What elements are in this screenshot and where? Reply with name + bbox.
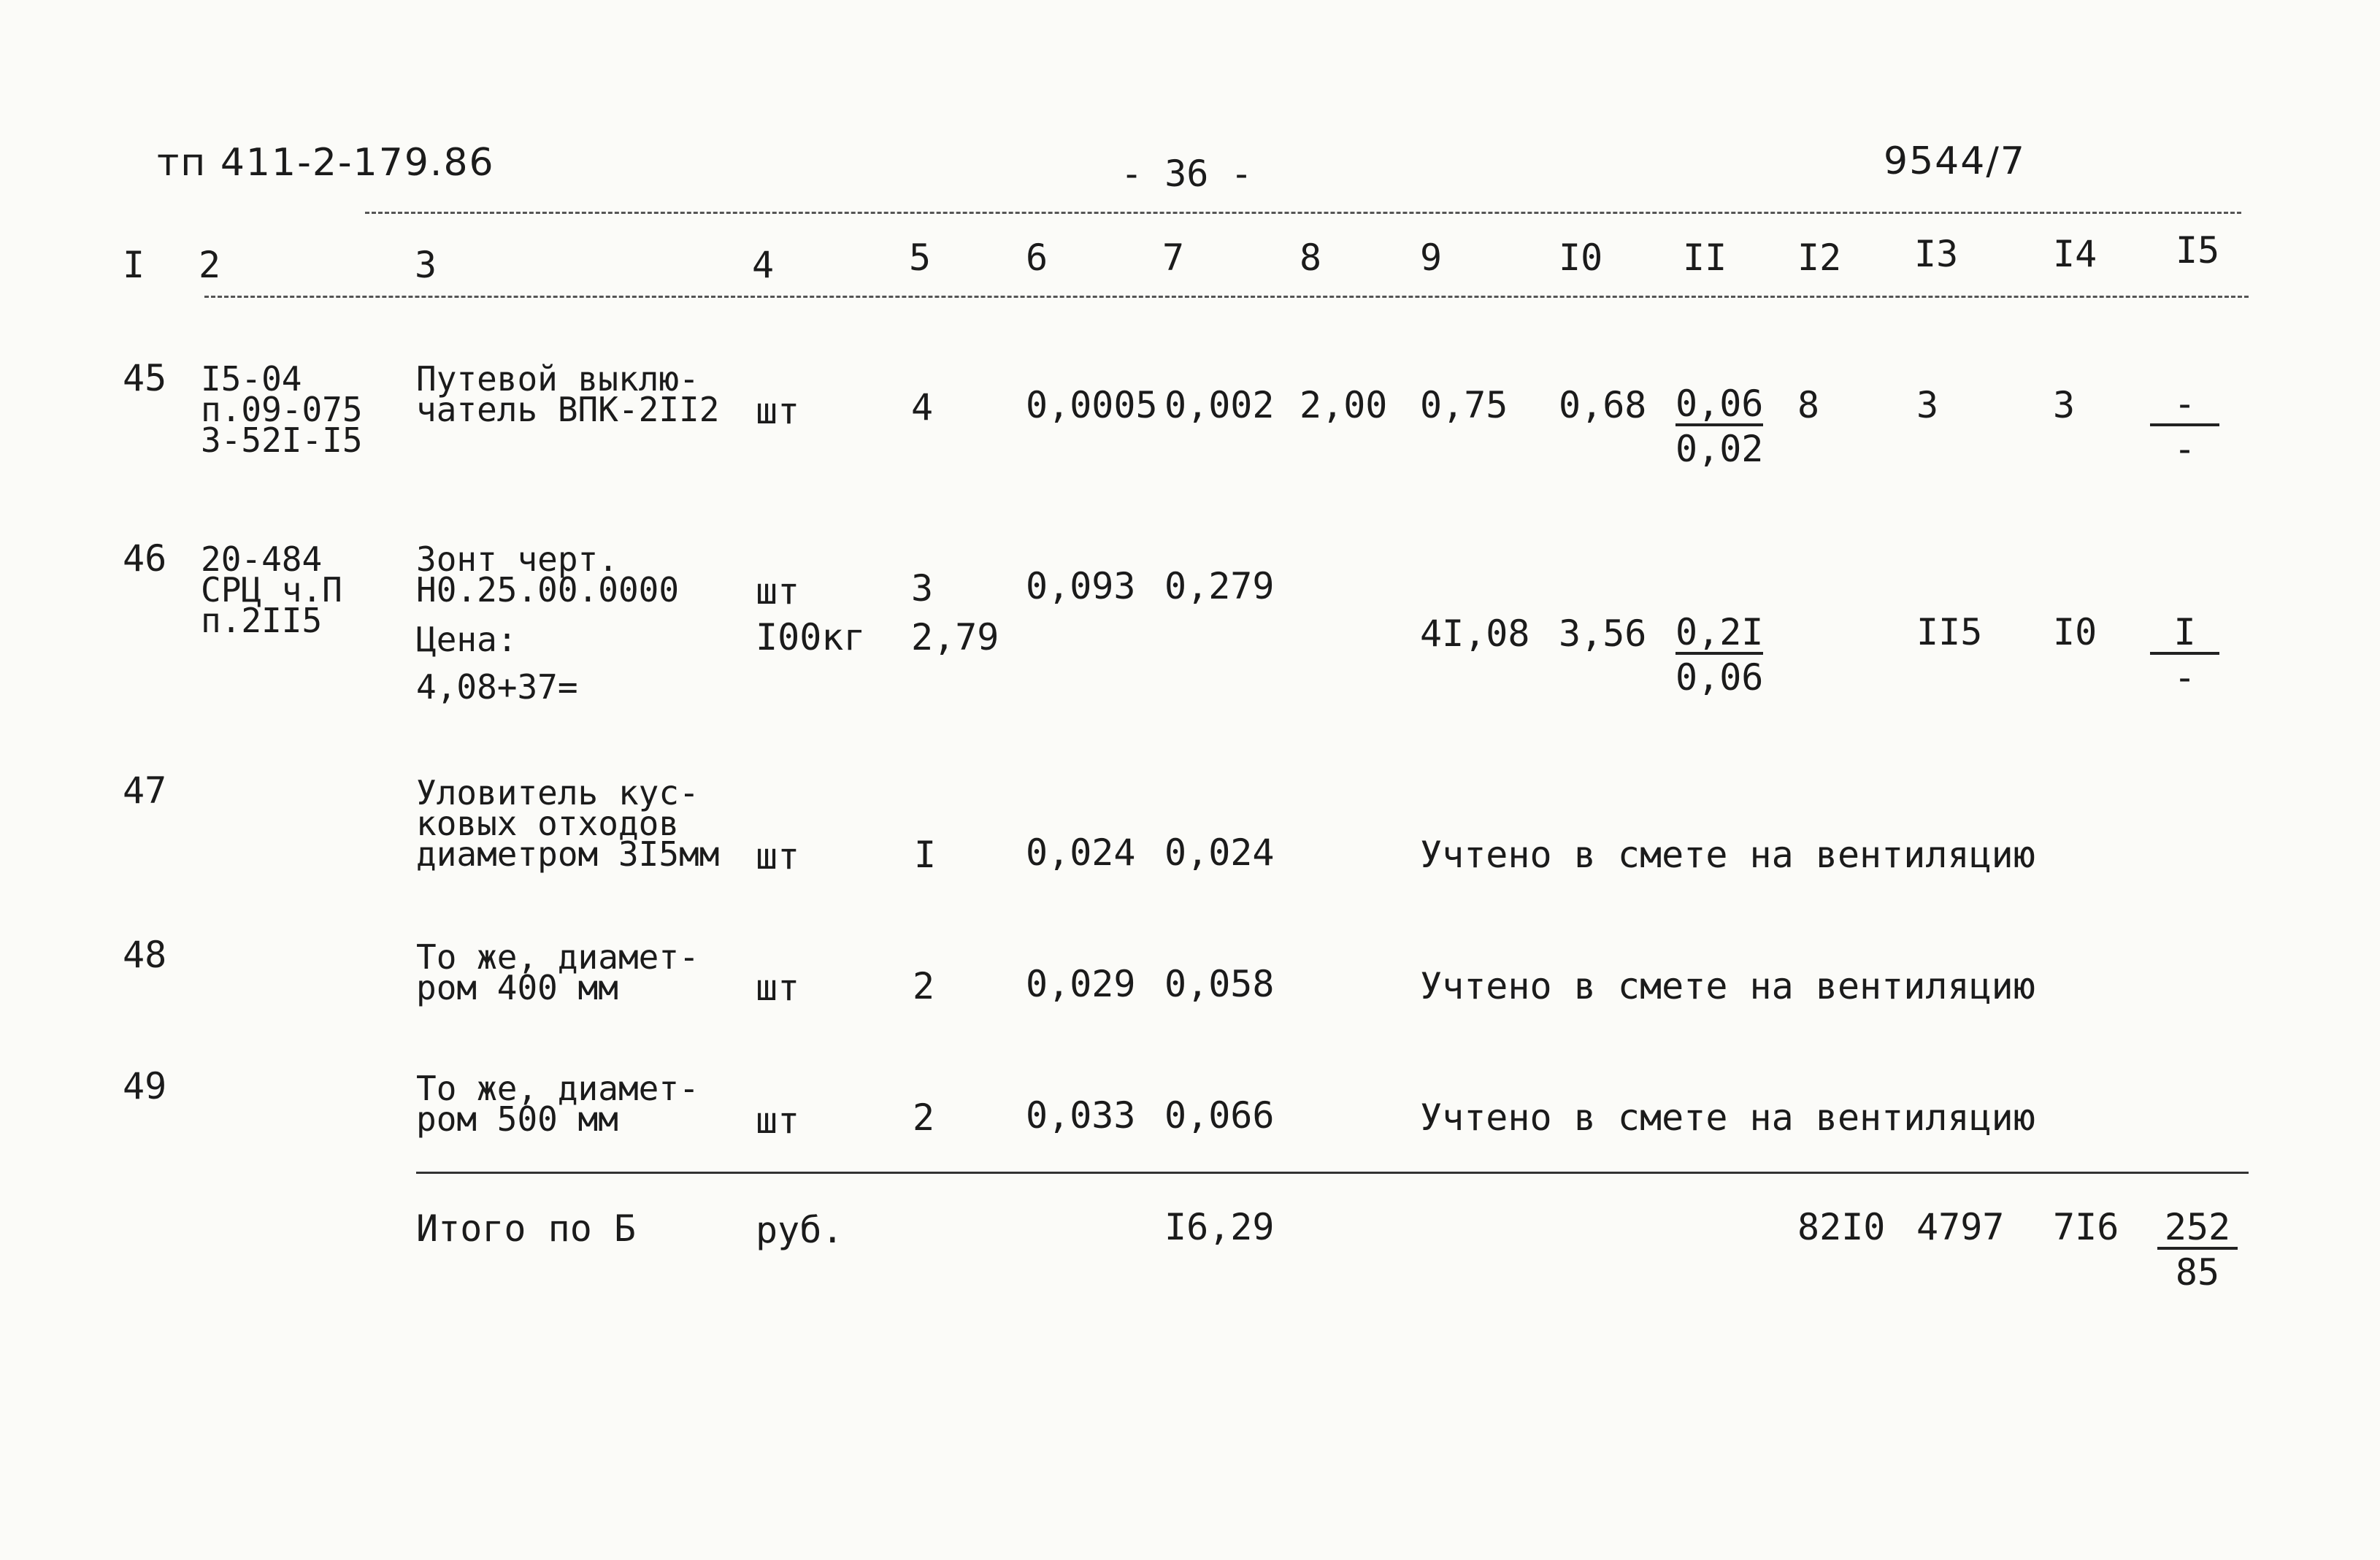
- col13-value: 3: [1916, 384, 1939, 426]
- column-header: I: [123, 244, 145, 286]
- item-name-line: Зонт черт.: [416, 539, 618, 579]
- col6-value: 0,029: [1026, 963, 1136, 1005]
- column-header: 9: [1420, 237, 1443, 279]
- col9-value: 4I,08: [1420, 612, 1530, 655]
- header-bottom-rule: [204, 296, 2249, 298]
- total-col15-fraction: [2157, 1206, 2238, 1294]
- row-number: 46: [123, 537, 167, 580]
- column-header: I0: [1559, 237, 1603, 279]
- denominator: -: [2173, 428, 2196, 470]
- item-name-line: То же, диамет-: [416, 937, 699, 977]
- unit-secondary: I00кг: [756, 616, 866, 658]
- row-number: 47: [123, 769, 167, 812]
- row-note: Учтено в смете на вентиляцию: [1420, 834, 2035, 876]
- quantity: 2: [913, 1096, 935, 1139]
- numerator: -: [2150, 387, 2219, 426]
- denominator: 0,06: [1675, 656, 1764, 699]
- item-name-line: Н0.25.00.0000: [416, 570, 680, 610]
- norm-code-line: 20-484: [201, 539, 323, 579]
- item-name-line: Путевой выклю-: [416, 359, 699, 399]
- quantity-secondary: 2,79: [911, 616, 999, 658]
- page-number: - 36 -: [1121, 153, 1253, 195]
- col9-value: 0,75: [1420, 384, 1508, 426]
- quantity: 4: [911, 386, 934, 429]
- numerator: 0,06: [1675, 383, 1764, 425]
- quantity: 3: [911, 567, 934, 610]
- price-label: Цена:: [416, 620, 518, 659]
- total-col7: I6,29: [1164, 1206, 1275, 1248]
- total-separator-rule: [416, 1172, 2249, 1174]
- item-name-line: Уловитель кус-: [416, 773, 699, 812]
- item-name-line: диаметром 3I5мм: [416, 834, 720, 874]
- column-header: I3: [1914, 233, 1959, 275]
- col6-value: 0,024: [1026, 831, 1136, 874]
- row-number: 49: [123, 1065, 167, 1107]
- row-number: 48: [123, 934, 167, 976]
- col6-value: 0,093: [1026, 565, 1136, 607]
- numerator: 0,2I: [1675, 611, 1764, 653]
- total-col13: 4797: [1916, 1206, 2005, 1248]
- norm-code-line: СРЦ ч.П: [201, 570, 342, 610]
- total-col14: 7I6: [2053, 1206, 2119, 1248]
- total-col12: 82I0: [1797, 1206, 1886, 1248]
- column-header: 6: [1026, 237, 1048, 279]
- row-number: 45: [123, 357, 167, 399]
- row-note: Учтено в смете на вентиляцию: [1420, 1096, 2035, 1139]
- column-header: 5: [909, 237, 932, 279]
- column-header: I5: [2176, 229, 2220, 272]
- item-name-line: ром 500 мм: [416, 1099, 618, 1139]
- norm-code-line: п.2II5: [201, 601, 323, 640]
- total-label: Итого по Б: [416, 1207, 637, 1250]
- numerator: 252: [2157, 1210, 2238, 1250]
- column-header: II: [1683, 237, 1727, 279]
- norm-code-line: п.09-075: [201, 390, 363, 429]
- column-header: 4: [752, 244, 775, 286]
- document-code: тп 411-2-179.86: [157, 141, 495, 185]
- column-header: 8: [1300, 237, 1322, 279]
- numerator: I: [2150, 615, 2219, 655]
- col14-value: I0: [2053, 611, 2097, 653]
- inventory-number: 9544/7: [1884, 139, 2026, 183]
- unit: шт: [756, 390, 800, 432]
- col7-value: 0,002: [1164, 384, 1275, 426]
- item-name-line: ром 400 мм: [416, 968, 618, 1007]
- column-header: 3: [415, 244, 437, 286]
- column-header: I4: [2053, 233, 2097, 275]
- col6-value: 0,033: [1026, 1094, 1136, 1137]
- total-unit: руб.: [756, 1209, 844, 1251]
- item-name-line: ковых отходов: [416, 804, 680, 843]
- col7-value: 0,058: [1164, 963, 1275, 1005]
- col15-fraction: [2150, 383, 2219, 470]
- row-note: Учтено в смете на вентиляцию: [1420, 965, 2035, 1007]
- denominator: 0,02: [1675, 428, 1764, 470]
- col7-value: 0,279: [1164, 565, 1275, 607]
- unit: шт: [756, 1099, 800, 1142]
- col8-value: 2,00: [1300, 384, 1388, 426]
- col12-value: 8: [1797, 384, 1820, 426]
- quantity: I: [914, 834, 937, 876]
- header-top-rule: [365, 212, 2241, 214]
- col14-value: 3: [2053, 384, 2076, 426]
- column-header: 2: [199, 244, 221, 286]
- denominator: 85: [2175, 1251, 2220, 1294]
- col10-value: 0,68: [1559, 384, 1647, 426]
- denominator: -: [2173, 656, 2196, 699]
- norm-code-line: 3-52I-I5: [201, 420, 363, 460]
- col7-value: 0,024: [1164, 831, 1275, 874]
- col13-value: II5: [1916, 611, 1983, 653]
- col15-fraction: [2150, 611, 2219, 699]
- item-name-line: чатель ВПК-2II2: [416, 390, 720, 429]
- item-name-line: То же, диамет-: [416, 1069, 699, 1108]
- col7-value: 0,066: [1164, 1094, 1275, 1137]
- column-header: 7: [1162, 237, 1185, 279]
- col11-fraction: [1675, 611, 1764, 699]
- column-header: I2: [1797, 237, 1842, 279]
- norm-code-line: I5-04: [201, 359, 302, 399]
- quantity: 2: [913, 965, 935, 1007]
- unit: шт: [756, 835, 800, 877]
- col10-value: 3,56: [1559, 612, 1647, 655]
- unit: шт: [756, 967, 800, 1009]
- price-formula: 4,08+37=: [416, 667, 578, 707]
- col11-fraction: [1675, 383, 1764, 470]
- col6-value: 0,0005: [1026, 384, 1158, 426]
- unit: шт: [756, 570, 800, 612]
